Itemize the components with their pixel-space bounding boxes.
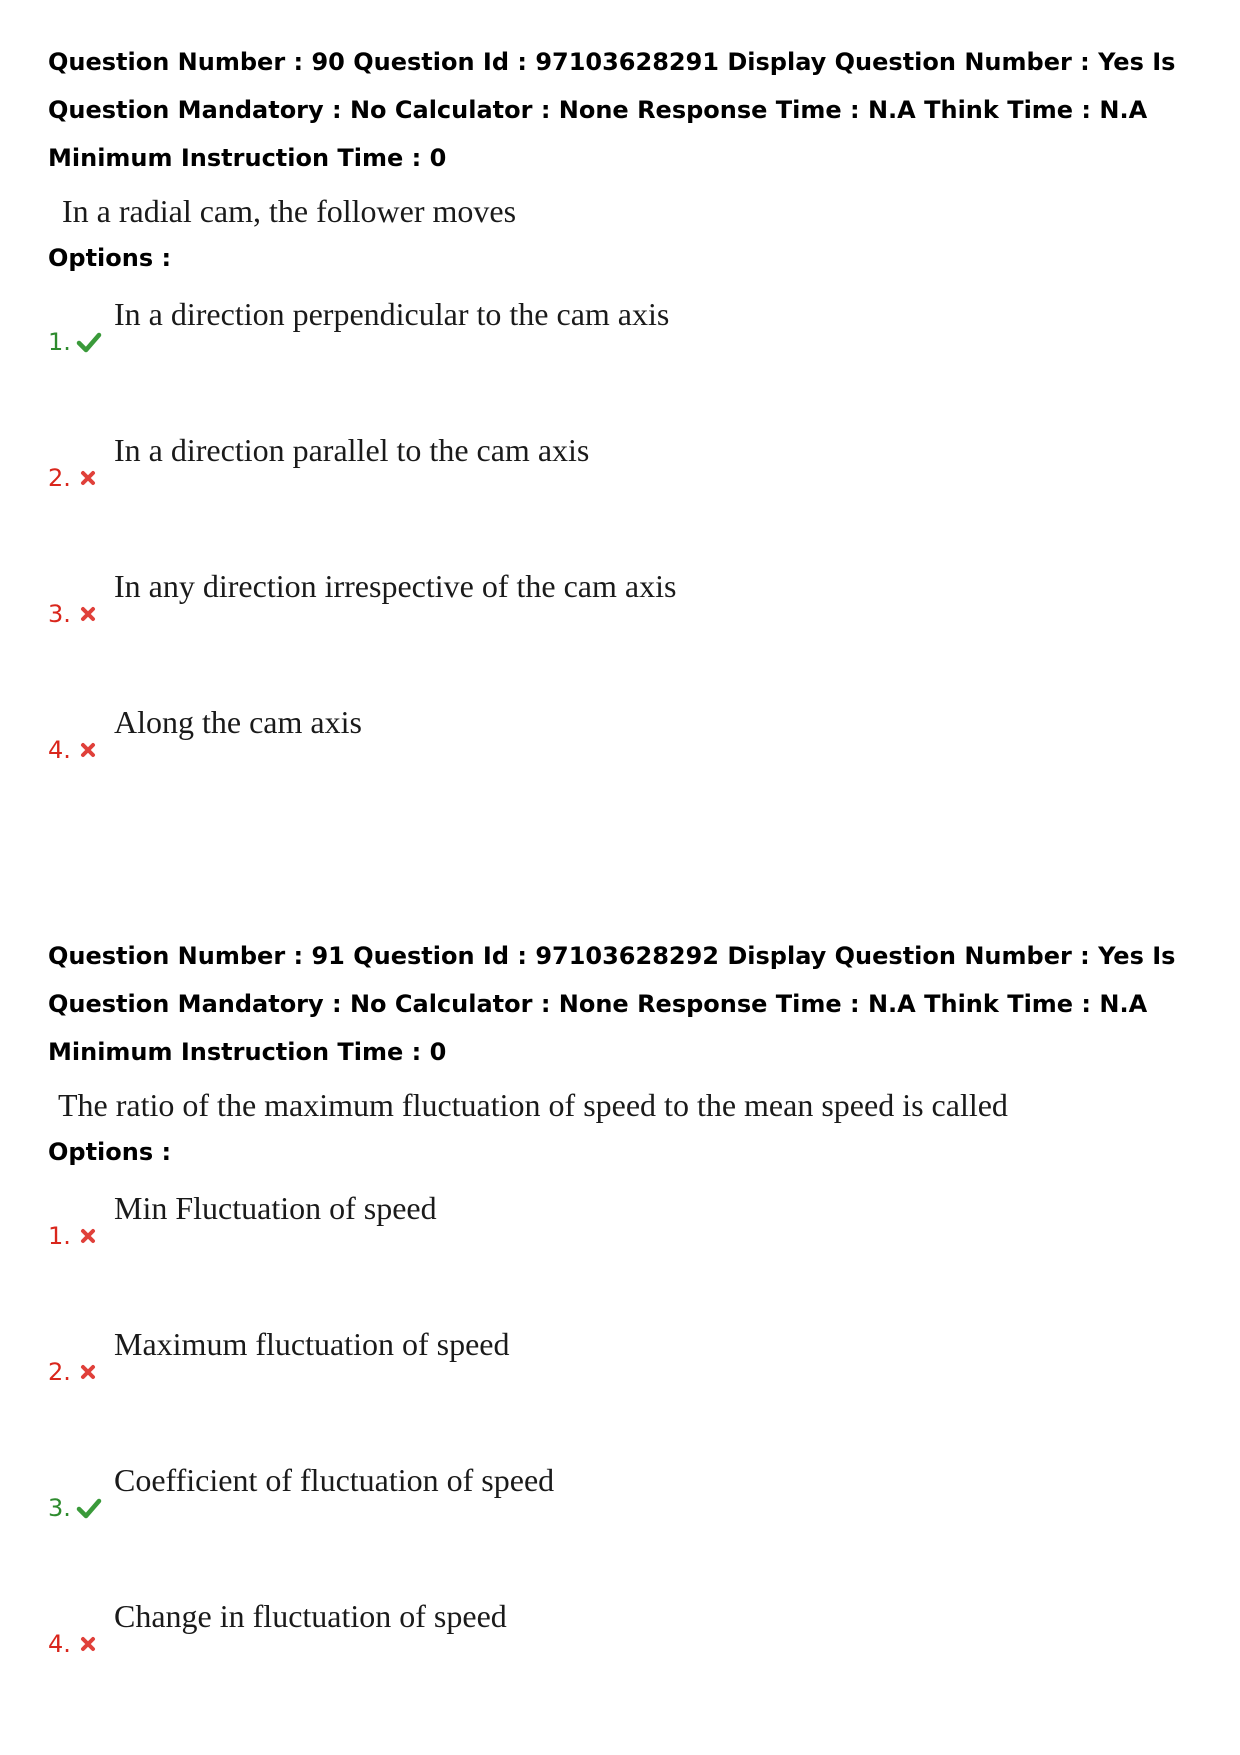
option-text: Along the cam axis bbox=[114, 704, 362, 740]
options-label: Options : bbox=[48, 1138, 172, 1166]
option-item bbox=[48, 684, 1208, 820]
option-number: 1. bbox=[48, 328, 71, 356]
option-number: 2. bbox=[48, 1358, 71, 1386]
option-number: 3. bbox=[48, 600, 71, 628]
option-text: In any direction irrespective of the cam axis bbox=[114, 568, 677, 604]
cross-icon bbox=[76, 1222, 102, 1250]
cross-icon bbox=[76, 464, 102, 492]
cross-icon bbox=[76, 600, 102, 628]
cross-icon bbox=[76, 1630, 102, 1658]
option-number: 4. bbox=[48, 1630, 71, 1658]
option-item bbox=[48, 1170, 1208, 1306]
question-meta: Question Number : 91 Question Id : 97103628292 Display Question Number : Yes Is Question Mandatory : No Calculator : None Response Time : N.A Think Time : N.A Minimum Instruction Time : 0 bbox=[48, 942, 1176, 1066]
options-label: Options : bbox=[48, 244, 172, 272]
question-text: In a radial cam, the follower moves bbox=[62, 193, 517, 229]
question-text: The ratio of the maximum fluctuation of speed to the mean speed is called bbox=[58, 1087, 1008, 1123]
question-block-91 bbox=[48, 932, 1208, 1714]
option-text: Maximum fluctuation of speed bbox=[114, 1326, 510, 1362]
option-text: In a direction parallel to the cam axis bbox=[114, 432, 590, 468]
option-item bbox=[48, 548, 1208, 684]
option-text: Coefficient of fluctuation of speed bbox=[114, 1462, 555, 1498]
question-block-90 bbox=[48, 38, 1208, 820]
option-text: Change in fluctuation of speed bbox=[114, 1598, 507, 1634]
check-icon bbox=[76, 1494, 102, 1522]
option-item bbox=[48, 1442, 1208, 1578]
option-item bbox=[48, 1578, 1208, 1714]
question-meta: Question Number : 90 Question Id : 97103628291 Display Question Number : Yes Is Question Mandatory : No Calculator : None Response Time : N.A Think Time : N.A Minimum Instruction Time : 0 bbox=[48, 48, 1176, 172]
option-number: 1. bbox=[48, 1222, 71, 1250]
cross-icon bbox=[76, 1358, 102, 1386]
option-number: 3. bbox=[48, 1494, 71, 1522]
option-number: 4. bbox=[48, 736, 71, 764]
option-text: In a direction perpendicular to the cam axis bbox=[114, 296, 670, 332]
option-item bbox=[48, 276, 1208, 412]
check-icon bbox=[76, 328, 102, 356]
cross-icon bbox=[76, 736, 102, 764]
option-item bbox=[48, 1306, 1208, 1442]
option-number: 2. bbox=[48, 464, 71, 492]
option-text: Min Fluctuation of speed bbox=[114, 1190, 437, 1226]
option-item bbox=[48, 412, 1208, 548]
